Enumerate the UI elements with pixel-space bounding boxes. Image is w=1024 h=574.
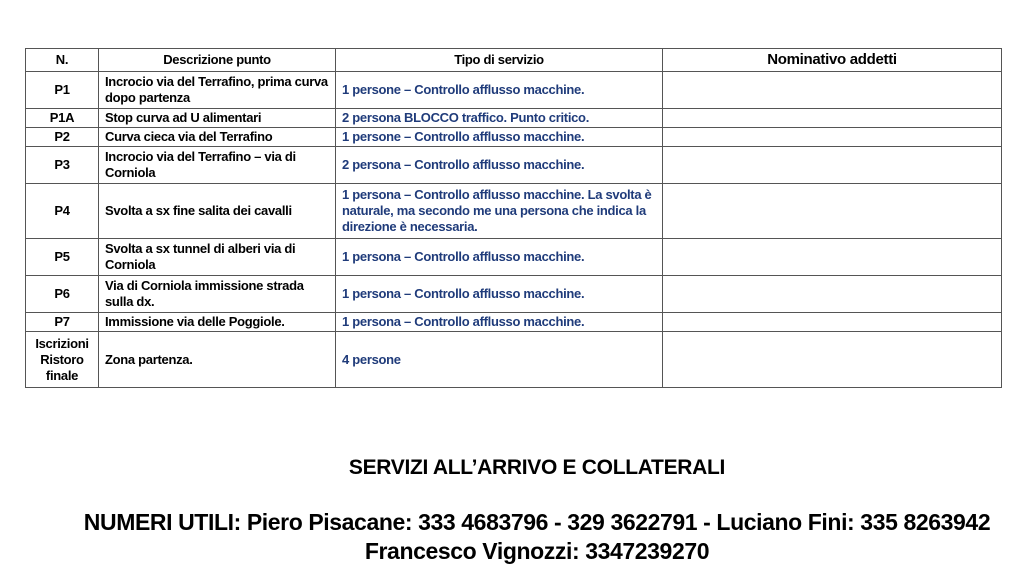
service-type: 1 persona – Controllo afflusso macchine. — [336, 276, 663, 313]
table-header-row — [26, 49, 1002, 72]
staff-cell[interactable] — [663, 332, 1002, 388]
point-number: P5 — [26, 239, 99, 276]
point-number: P1A — [26, 109, 99, 128]
header-number: N. — [26, 49, 99, 72]
table-row — [26, 332, 1002, 388]
service-type: 1 persona – Controllo afflusso macchine. — [336, 239, 663, 276]
point-description: Svolta a sx fine salita dei cavalli — [99, 184, 336, 239]
useful-numbers-line-1: NUMERI UTILI: Piero Pisacane: 333 4683796 - 329 3622791 - Luciano Fini: 335 8263942 — [83, 509, 991, 535]
useful-numbers — [0, 508, 1024, 566]
point-number: P3 — [26, 147, 99, 184]
staff-cell[interactable] — [663, 72, 1002, 109]
table-row — [26, 72, 1002, 109]
staff-cell[interactable] — [663, 184, 1002, 239]
useful-numbers-line-2: Francesco Vignozzi: 3347239270 — [364, 538, 710, 564]
header-service: Tipo di servizio — [336, 49, 663, 72]
table-row — [26, 313, 1002, 332]
point-number: P6 — [26, 276, 99, 313]
point-description: Curva cieca via del Terrafino — [99, 128, 336, 147]
staff-cell[interactable] — [663, 128, 1002, 147]
table-row — [26, 184, 1002, 239]
table-row — [26, 109, 1002, 128]
header-staff: Nominativo addetti — [663, 49, 1002, 72]
staff-cell[interactable] — [663, 147, 1002, 184]
point-description: Immissione via delle Poggiole. — [99, 313, 336, 332]
service-type: 4 persone — [336, 332, 663, 388]
service-type: 2 persona – Controllo afflusso macchine. — [336, 147, 663, 184]
service-type: 1 persone – Controllo afflusso macchine. — [336, 128, 663, 147]
staff-cell[interactable] — [663, 239, 1002, 276]
service-points-table — [25, 48, 1002, 388]
table-row — [26, 128, 1002, 147]
header-description: Descrizione punto — [99, 49, 336, 72]
service-type: 1 persone – Controllo afflusso macchine. — [336, 72, 663, 109]
staff-cell[interactable] — [663, 276, 1002, 313]
point-description: Stop curva ad U alimentari — [99, 109, 336, 128]
point-number: P4 — [26, 184, 99, 239]
point-description: Incrocio via del Terrafino – via di Corniola — [99, 147, 336, 184]
service-type: 1 persona – Controllo afflusso macchine. La svolta è naturale, ma secondo me una persona che indica la direzione è necessaria. — [336, 184, 663, 239]
service-type: 2 persona BLOCCO traffico. Punto critico. — [336, 109, 663, 128]
staff-cell[interactable] — [663, 109, 1002, 128]
point-number: Iscrizioni Ristoro finale — [26, 332, 99, 388]
point-description: Svolta a sx tunnel di alberi via di Corniola — [99, 239, 336, 276]
services-title: SERVIZI ALL’ARRIVO E COLLATERALI — [348, 456, 726, 479]
point-number: P2 — [26, 128, 99, 147]
point-description: Via di Corniola immissione strada sulla dx. — [99, 276, 336, 313]
table-row — [26, 239, 1002, 276]
point-number: P1 — [26, 72, 99, 109]
point-description: Zona partenza. — [99, 332, 336, 388]
table-row — [26, 276, 1002, 313]
point-description: Incrocio via del Terrafino, prima curva dopo partenza — [99, 72, 336, 109]
staff-cell[interactable] — [663, 313, 1002, 332]
point-number: P7 — [26, 313, 99, 332]
table-row — [26, 147, 1002, 184]
service-type: 1 persona – Controllo afflusso macchine. — [336, 313, 663, 332]
